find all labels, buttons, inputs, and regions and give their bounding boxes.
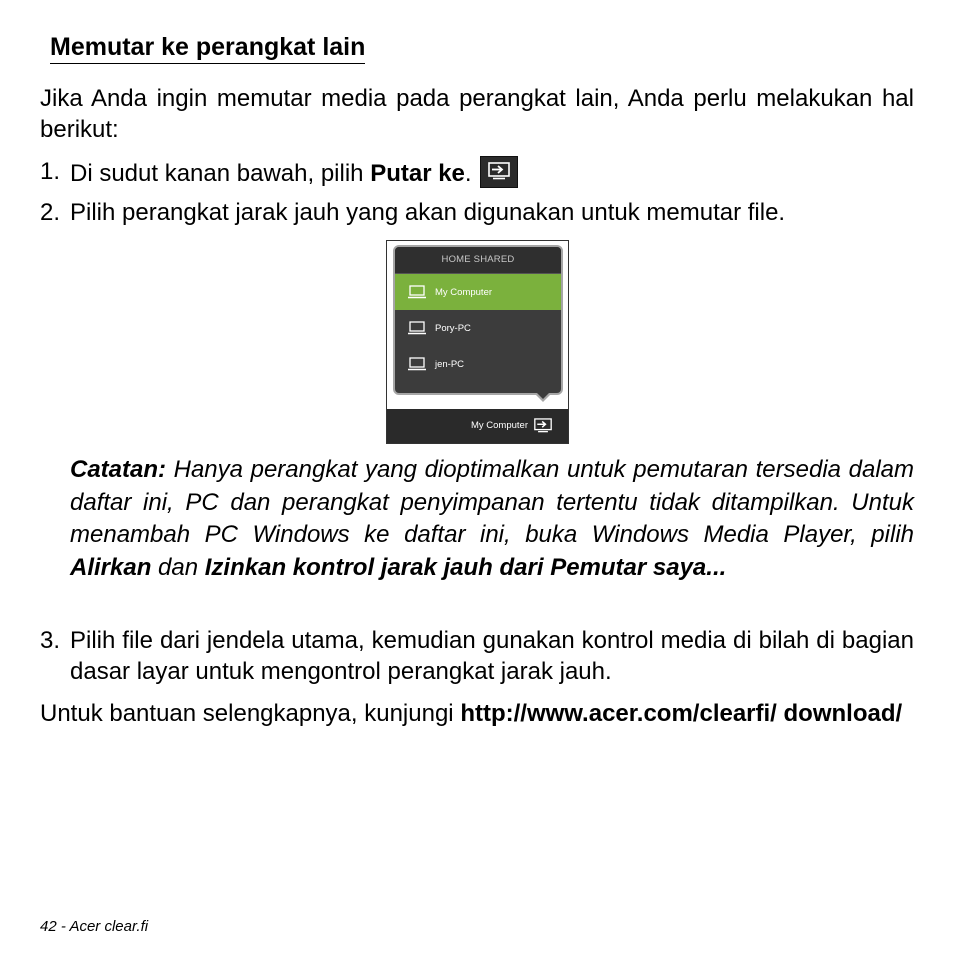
play-to-icon[interactable] — [534, 418, 552, 436]
step-number: 3. — [40, 627, 61, 654]
step-text-part: . — [464, 160, 472, 187]
step-text: Pilih perangkat jarak jauh yang akan digunakan untuk memutar file. — [70, 199, 786, 226]
step-number: 2. — [40, 199, 61, 226]
laptop-icon — [407, 321, 427, 335]
laptop-icon — [407, 357, 427, 371]
step-2 — [40, 197, 914, 228]
play-to-bar — [387, 409, 568, 443]
device-item-jen-pc[interactable] — [395, 346, 561, 382]
step-text-part: Di sudut kanan bawah, pilih — [70, 160, 371, 187]
device-label: jen-PC — [435, 358, 465, 370]
note-label: Catatan: — [70, 456, 167, 483]
step-number: 1. — [40, 158, 61, 185]
intro-paragraph: Jika Anda ingin memutar media pada perangkat lain, Anda perlu melakukan hal berikut: — [40, 85, 914, 143]
device-item-pory-pc[interactable] — [395, 310, 561, 346]
section-title: Memutar ke perangkat lain — [50, 32, 365, 64]
page-footer: 42 - Acer clear.fi — [40, 918, 149, 935]
putar-ke-label: Putar ke — [370, 160, 465, 187]
note-paragraph — [70, 454, 914, 584]
play-to-icon — [480, 156, 518, 188]
note-text: Hanya perangkat yang dioptimalkan untuk pemutaran tersedia dalam daftar ini, PC dan perangkat penyimpanan tertentu tidak ditampilkan. Untuk menambah PC Windows ke daftar ini, buka Windows Media Player, pilih — [70, 456, 914, 548]
step-text: Pilih file dari jendela utama, kemudian gunakan kontrol media di bilah di bagian dasar layar untuk mengontrol perangkat jarak jauh. — [70, 627, 914, 685]
step-text — [70, 156, 914, 189]
step-3 — [40, 625, 914, 687]
popup-header: HOME SHARED — [395, 247, 561, 274]
note-bold-alirkan: Alirkan — [70, 553, 152, 581]
laptop-icon — [407, 285, 427, 299]
step-1 — [40, 156, 914, 189]
device-item-my-computer[interactable] — [395, 274, 561, 310]
play-to-screenshot — [386, 240, 569, 444]
help-link[interactable]: http://www.acer.com/clearfi/ download/ — [460, 700, 903, 727]
device-label: My Computer — [435, 286, 493, 298]
popup-caret-inner — [535, 391, 551, 399]
bar-current-device: My Computer — [470, 420, 528, 431]
help-paragraph — [40, 698, 914, 729]
help-text: Untuk bantuan selengkapnya, kunjungi — [40, 700, 461, 727]
note-text: dan — [151, 553, 205, 581]
device-label: Pory-PC — [435, 322, 471, 334]
device-popup — [393, 245, 563, 395]
note-bold-izinkan: Izinkan kontrol jarak jauh dari Pemutar saya... — [204, 553, 727, 581]
